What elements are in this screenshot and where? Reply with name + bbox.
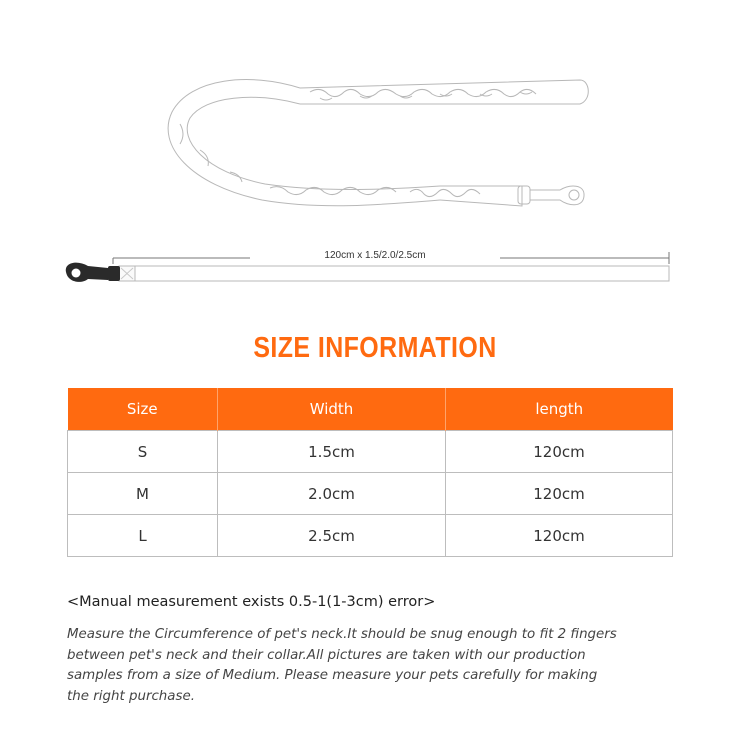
measurement-error-note: <Manual measurement exists 0.5-1(1-3cm) error> (67, 594, 436, 610)
table-row (68, 473, 673, 515)
cell-size: M (68, 473, 218, 515)
table-header-row (68, 388, 673, 431)
cell-width: 2.0cm (218, 473, 446, 515)
header-length: length (446, 388, 673, 431)
snap-hook-icon (66, 263, 120, 282)
table-row (68, 515, 673, 557)
cell-length: 120cm (446, 473, 673, 515)
table-row (68, 431, 673, 473)
instruction-line: between pet's neck and their collar.All pictures are taken with our production (67, 647, 586, 663)
page-title: SIZE INFORMATION (253, 332, 497, 364)
size-table (67, 388, 673, 557)
cell-width: 1.5cm (218, 431, 446, 473)
cell-length: 120cm (446, 515, 673, 557)
cell-length: 120cm (446, 431, 673, 473)
instruction-line: Measure the Circumference of pet's neck.It should be snug enough to fit 2 fingers (67, 627, 617, 642)
header-size: Size (68, 388, 218, 431)
instruction-line: the right purchase. (67, 688, 195, 704)
coiled-leash-drawing (168, 80, 588, 206)
cell-size: L (68, 515, 218, 557)
cell-size: S (68, 431, 218, 473)
header-width: Width (218, 388, 446, 431)
measurement-instructions (67, 625, 707, 707)
dimension-label: 120cm x 1.5/2.0/2.5cm (250, 250, 500, 261)
cell-width: 2.5cm (218, 515, 446, 557)
instruction-line: samples from a size of Medium. Please measure your pets carefully for making (67, 668, 598, 683)
flat-leash-drawing (119, 266, 669, 281)
